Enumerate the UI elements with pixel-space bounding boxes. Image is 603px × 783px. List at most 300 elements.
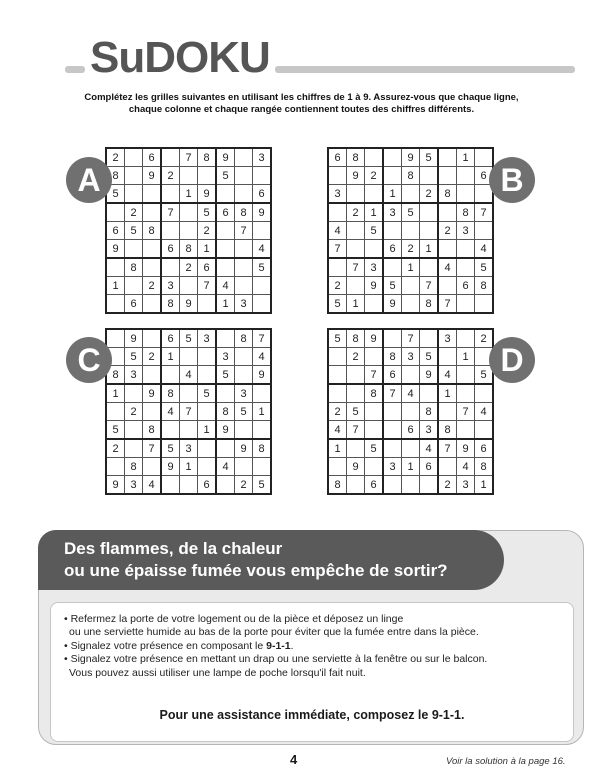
grid-cell[interactable] xyxy=(347,384,365,403)
grid-cell[interactable]: 9 xyxy=(457,439,475,458)
grid-cell[interactable] xyxy=(253,384,272,403)
grid-cell[interactable] xyxy=(198,167,217,185)
grid-cell[interactable] xyxy=(402,222,420,240)
grid-cell[interactable] xyxy=(216,222,235,240)
grid-cell[interactable]: 6 xyxy=(106,222,125,240)
grid-cell[interactable] xyxy=(180,167,198,185)
grid-cell[interactable]: 5 xyxy=(125,348,143,366)
grid-cell[interactable] xyxy=(125,384,143,403)
grid-cell[interactable] xyxy=(328,384,347,403)
grid-cell[interactable]: 5 xyxy=(475,258,494,277)
grid-cell[interactable] xyxy=(365,348,384,366)
grid-cell[interactable] xyxy=(328,348,347,366)
grid-cell[interactable]: 7 xyxy=(328,240,347,259)
grid-cell[interactable] xyxy=(180,476,198,495)
grid-cell[interactable]: 9 xyxy=(402,148,420,167)
grid-cell[interactable]: 6 xyxy=(161,240,180,259)
grid-cell[interactable] xyxy=(457,167,475,185)
grid-cell[interactable]: 5 xyxy=(347,403,365,421)
grid-cell[interactable]: 4 xyxy=(253,240,272,259)
grid-cell[interactable] xyxy=(420,203,439,222)
grid-cell[interactable]: 7 xyxy=(402,329,420,348)
grid-cell[interactable] xyxy=(180,421,198,440)
grid-cell[interactable] xyxy=(161,258,180,277)
grid-cell[interactable]: 1 xyxy=(198,240,217,259)
grid-cell[interactable]: 4 xyxy=(161,403,180,421)
grid-cell[interactable]: 9 xyxy=(347,167,365,185)
grid-cell[interactable] xyxy=(143,366,162,385)
grid-cell[interactable]: 1 xyxy=(347,295,365,314)
grid-cell[interactable] xyxy=(106,203,125,222)
grid-cell[interactable] xyxy=(365,421,384,440)
grid-cell[interactable] xyxy=(457,240,475,259)
grid-cell[interactable] xyxy=(420,222,439,240)
grid-cell[interactable] xyxy=(235,421,253,440)
grid-cell[interactable]: 1 xyxy=(180,458,198,476)
grid-cell[interactable]: 9 xyxy=(180,295,198,314)
grid-cell[interactable] xyxy=(125,439,143,458)
grid-cell[interactable]: 3 xyxy=(253,148,272,167)
grid-cell[interactable]: 9 xyxy=(125,329,143,348)
grid-cell[interactable]: 8 xyxy=(125,258,143,277)
grid-cell[interactable] xyxy=(216,185,235,204)
grid-cell[interactable]: 7 xyxy=(438,439,457,458)
grid-cell[interactable] xyxy=(347,222,365,240)
grid-cell[interactable] xyxy=(438,348,457,366)
grid-cell[interactable] xyxy=(161,222,180,240)
grid-cell[interactable] xyxy=(143,185,162,204)
grid-cell[interactable]: 5 xyxy=(420,348,439,366)
grid-cell[interactable] xyxy=(347,439,365,458)
grid-cell[interactable]: 9 xyxy=(198,185,217,204)
grid-cell[interactable]: 5 xyxy=(198,384,217,403)
grid-cell[interactable]: 6 xyxy=(420,458,439,476)
grid-cell[interactable] xyxy=(235,348,253,366)
grid-cell[interactable]: 9 xyxy=(106,476,125,495)
grid-cell[interactable] xyxy=(216,240,235,259)
grid-cell[interactable] xyxy=(125,421,143,440)
grid-cell[interactable]: 4 xyxy=(475,240,494,259)
grid-cell[interactable]: 1 xyxy=(457,348,475,366)
grid-cell[interactable]: 5 xyxy=(475,366,494,385)
grid-cell[interactable]: 2 xyxy=(180,258,198,277)
grid-cell[interactable]: 6 xyxy=(253,185,272,204)
grid-cell[interactable]: 8 xyxy=(253,439,272,458)
grid-cell[interactable] xyxy=(420,258,439,277)
grid-cell[interactable]: 1 xyxy=(253,403,272,421)
grid-cell[interactable]: 6 xyxy=(143,148,162,167)
grid-cell[interactable]: 1 xyxy=(420,240,439,259)
grid-cell[interactable] xyxy=(475,421,494,440)
grid-cell[interactable] xyxy=(347,277,365,295)
grid-cell[interactable]: 7 xyxy=(235,222,253,240)
grid-cell[interactable]: 8 xyxy=(198,148,217,167)
grid-cell[interactable] xyxy=(328,258,347,277)
grid-cell[interactable]: 4 xyxy=(180,366,198,385)
grid-cell[interactable]: 2 xyxy=(143,348,162,366)
grid-cell[interactable]: 7 xyxy=(365,366,384,385)
grid-cell[interactable]: 9 xyxy=(420,366,439,385)
grid-cell[interactable]: 7 xyxy=(253,329,272,348)
grid-cell[interactable] xyxy=(347,366,365,385)
grid-cell[interactable] xyxy=(475,148,494,167)
grid-cell[interactable]: 5 xyxy=(125,222,143,240)
grid-cell[interactable]: 3 xyxy=(383,458,402,476)
grid-cell[interactable] xyxy=(347,476,365,495)
grid-cell[interactable] xyxy=(347,185,365,204)
grid-cell[interactable]: 4 xyxy=(438,366,457,385)
grid-cell[interactable]: 4 xyxy=(402,384,420,403)
grid-cell[interactable] xyxy=(216,258,235,277)
grid-cell[interactable] xyxy=(402,277,420,295)
grid-cell[interactable] xyxy=(106,458,125,476)
grid-cell[interactable] xyxy=(457,329,475,348)
grid-cell[interactable]: 5 xyxy=(402,203,420,222)
grid-cell[interactable]: 1 xyxy=(475,476,494,495)
grid-cell[interactable] xyxy=(143,258,162,277)
grid-cell[interactable] xyxy=(438,167,457,185)
grid-cell[interactable]: 4 xyxy=(438,258,457,277)
grid-cell[interactable] xyxy=(106,403,125,421)
grid-cell[interactable]: 3 xyxy=(457,222,475,240)
grid-cell[interactable]: 8 xyxy=(143,421,162,440)
grid-cell[interactable] xyxy=(161,421,180,440)
grid-cell[interactable]: 3 xyxy=(365,258,384,277)
grid-cell[interactable] xyxy=(402,185,420,204)
grid-cell[interactable] xyxy=(365,185,384,204)
grid-cell[interactable] xyxy=(365,458,384,476)
grid-cell[interactable]: 1 xyxy=(365,203,384,222)
grid-cell[interactable]: 3 xyxy=(383,203,402,222)
grid-cell[interactable] xyxy=(180,277,198,295)
grid-cell[interactable] xyxy=(253,421,272,440)
grid-cell[interactable]: 5 xyxy=(216,366,235,385)
grid-cell[interactable] xyxy=(235,167,253,185)
grid-cell[interactable]: 8 xyxy=(216,403,235,421)
grid-cell[interactable]: 8 xyxy=(420,403,439,421)
grid-cell[interactable]: 3 xyxy=(161,277,180,295)
grid-cell[interactable] xyxy=(438,203,457,222)
grid-cell[interactable]: 3 xyxy=(457,476,475,495)
grid-cell[interactable] xyxy=(347,240,365,259)
grid-cell[interactable] xyxy=(438,240,457,259)
grid-cell[interactable]: 6 xyxy=(161,329,180,348)
grid-cell[interactable] xyxy=(328,203,347,222)
grid-cell[interactable]: 1 xyxy=(106,277,125,295)
grid-cell[interactable]: 8 xyxy=(347,148,365,167)
grid-cell[interactable] xyxy=(180,384,198,403)
grid-cell[interactable]: 7 xyxy=(180,148,198,167)
grid-cell[interactable] xyxy=(328,458,347,476)
grid-cell[interactable]: 2 xyxy=(347,203,365,222)
grid-cell[interactable]: 8 xyxy=(106,167,125,185)
grid-cell[interactable]: 9 xyxy=(347,458,365,476)
grid-cell[interactable]: 8 xyxy=(475,458,494,476)
grid-cell[interactable] xyxy=(235,240,253,259)
grid-cell[interactable] xyxy=(457,384,475,403)
grid-cell[interactable]: 5 xyxy=(216,167,235,185)
grid-cell[interactable]: 5 xyxy=(161,439,180,458)
grid-cell[interactable] xyxy=(457,258,475,277)
grid-cell[interactable] xyxy=(402,476,420,495)
grid-cell[interactable] xyxy=(365,148,384,167)
grid-cell[interactable]: 6 xyxy=(383,366,402,385)
grid-cell[interactable]: 8 xyxy=(180,240,198,259)
grid-cell[interactable]: 2 xyxy=(328,277,347,295)
grid-cell[interactable] xyxy=(216,476,235,495)
grid-cell[interactable]: 9 xyxy=(216,421,235,440)
grid-cell[interactable]: 8 xyxy=(457,203,475,222)
grid-cell[interactable]: 5 xyxy=(253,258,272,277)
grid-cell[interactable] xyxy=(383,439,402,458)
grid-cell[interactable]: 8 xyxy=(383,348,402,366)
grid-cell[interactable]: 9 xyxy=(106,240,125,259)
grid-cell[interactable]: 6 xyxy=(198,258,217,277)
grid-cell[interactable]: 2 xyxy=(347,348,365,366)
grid-cell[interactable]: 6 xyxy=(216,203,235,222)
grid-cell[interactable]: 6 xyxy=(383,240,402,259)
grid-cell[interactable]: 1 xyxy=(457,148,475,167)
grid-cell[interactable]: 1 xyxy=(328,439,347,458)
grid-cell[interactable]: 1 xyxy=(180,185,198,204)
grid-cell[interactable]: 3 xyxy=(420,421,439,440)
grid-cell[interactable] xyxy=(383,329,402,348)
grid-cell[interactable]: 5 xyxy=(106,421,125,440)
grid-cell[interactable]: 6 xyxy=(328,148,347,167)
grid-cell[interactable] xyxy=(198,439,217,458)
grid-cell[interactable]: 2 xyxy=(438,222,457,240)
grid-cell[interactable] xyxy=(328,167,347,185)
grid-cell[interactable] xyxy=(438,458,457,476)
grid-cell[interactable]: 8 xyxy=(475,277,494,295)
grid-cell[interactable]: 5 xyxy=(106,185,125,204)
grid-cell[interactable]: 2 xyxy=(475,329,494,348)
grid-cell[interactable]: 5 xyxy=(235,403,253,421)
grid-cell[interactable]: 9 xyxy=(253,203,272,222)
grid-cell[interactable]: 4 xyxy=(457,458,475,476)
grid-cell[interactable]: 2 xyxy=(125,203,143,222)
grid-cell[interactable]: 2 xyxy=(235,476,253,495)
grid-cell[interactable] xyxy=(161,148,180,167)
grid-cell[interactable] xyxy=(235,277,253,295)
grid-cell[interactable] xyxy=(125,185,143,204)
grid-cell[interactable] xyxy=(383,476,402,495)
grid-cell[interactable]: 8 xyxy=(328,476,347,495)
grid-cell[interactable]: 2 xyxy=(106,148,125,167)
grid-cell[interactable] xyxy=(457,366,475,385)
grid-cell[interactable] xyxy=(438,148,457,167)
grid-cell[interactable] xyxy=(106,258,125,277)
grid-cell[interactable]: 9 xyxy=(383,295,402,314)
grid-cell[interactable]: 6 xyxy=(402,421,420,440)
grid-cell[interactable]: 8 xyxy=(438,185,457,204)
grid-cell[interactable] xyxy=(457,421,475,440)
grid-cell[interactable] xyxy=(383,258,402,277)
grid-cell[interactable] xyxy=(180,348,198,366)
grid-cell[interactable] xyxy=(106,329,125,348)
grid-cell[interactable]: 9 xyxy=(143,167,162,185)
grid-cell[interactable]: 2 xyxy=(143,277,162,295)
grid-cell[interactable] xyxy=(383,421,402,440)
grid-cell[interactable] xyxy=(180,222,198,240)
grid-cell[interactable] xyxy=(143,240,162,259)
grid-cell[interactable]: 7 xyxy=(161,203,180,222)
grid-cell[interactable]: 9 xyxy=(253,366,272,385)
grid-cell[interactable]: 3 xyxy=(328,185,347,204)
grid-cell[interactable] xyxy=(365,295,384,314)
grid-cell[interactable]: 9 xyxy=(365,329,384,348)
grid-cell[interactable]: 9 xyxy=(161,458,180,476)
grid-cell[interactable]: 8 xyxy=(106,366,125,385)
grid-cell[interactable] xyxy=(457,295,475,314)
grid-cell[interactable]: 5 xyxy=(328,295,347,314)
grid-cell[interactable]: 7 xyxy=(347,421,365,440)
grid-cell[interactable]: 2 xyxy=(328,403,347,421)
grid-cell[interactable]: 9 xyxy=(235,439,253,458)
grid-cell[interactable] xyxy=(161,476,180,495)
grid-cell[interactable] xyxy=(180,203,198,222)
grid-cell[interactable] xyxy=(420,167,439,185)
grid-cell[interactable]: 8 xyxy=(420,295,439,314)
grid-cell[interactable] xyxy=(198,403,217,421)
grid-cell[interactable]: 8 xyxy=(143,222,162,240)
grid-cell[interactable] xyxy=(161,366,180,385)
grid-cell[interactable]: 3 xyxy=(235,384,253,403)
grid-cell[interactable]: 7 xyxy=(475,203,494,222)
grid-cell[interactable]: 5 xyxy=(420,148,439,167)
grid-cell[interactable] xyxy=(383,403,402,421)
grid-cell[interactable]: 5 xyxy=(328,329,347,348)
grid-cell[interactable] xyxy=(198,458,217,476)
grid-cell[interactable]: 5 xyxy=(365,222,384,240)
grid-cell[interactable]: 7 xyxy=(347,258,365,277)
grid-cell[interactable]: 6 xyxy=(457,277,475,295)
grid-cell[interactable]: 3 xyxy=(235,295,253,314)
grid-cell[interactable]: 1 xyxy=(383,185,402,204)
grid-cell[interactable]: 2 xyxy=(402,240,420,259)
grid-cell[interactable] xyxy=(198,366,217,385)
grid-cell[interactable] xyxy=(475,384,494,403)
grid-cell[interactable]: 8 xyxy=(235,329,253,348)
grid-cell[interactable] xyxy=(216,384,235,403)
grid-cell[interactable]: 3 xyxy=(438,329,457,348)
grid-cell[interactable]: 6 xyxy=(125,295,143,314)
grid-cell[interactable]: 1 xyxy=(402,458,420,476)
grid-cell[interactable]: 4 xyxy=(253,348,272,366)
grid-cell[interactable]: 9 xyxy=(365,277,384,295)
grid-cell[interactable]: 1 xyxy=(198,421,217,440)
grid-cell[interactable] xyxy=(383,222,402,240)
grid-cell[interactable] xyxy=(253,295,272,314)
grid-cell[interactable]: 5 xyxy=(253,476,272,495)
grid-cell[interactable]: 2 xyxy=(106,439,125,458)
grid-cell[interactable]: 4 xyxy=(328,421,347,440)
grid-cell[interactable] xyxy=(235,458,253,476)
grid-cell[interactable] xyxy=(235,258,253,277)
grid-cell[interactable]: 2 xyxy=(161,167,180,185)
grid-cell[interactable] xyxy=(383,148,402,167)
grid-cell[interactable]: 1 xyxy=(438,384,457,403)
grid-cell[interactable] xyxy=(475,222,494,240)
grid-cell[interactable]: 3 xyxy=(180,439,198,458)
grid-cell[interactable]: 7 xyxy=(383,384,402,403)
grid-cell[interactable]: 4 xyxy=(216,458,235,476)
grid-cell[interactable] xyxy=(365,240,384,259)
grid-cell[interactable] xyxy=(143,403,162,421)
grid-cell[interactable] xyxy=(402,403,420,421)
grid-cell[interactable] xyxy=(235,185,253,204)
grid-cell[interactable]: 8 xyxy=(347,329,365,348)
grid-cell[interactable] xyxy=(125,148,143,167)
grid-cell[interactable] xyxy=(235,148,253,167)
grid-cell[interactable]: 8 xyxy=(402,167,420,185)
grid-cell[interactable]: 3 xyxy=(216,348,235,366)
grid-cell[interactable]: 9 xyxy=(143,384,162,403)
grid-cell[interactable]: 8 xyxy=(161,384,180,403)
grid-cell[interactable]: 2 xyxy=(365,167,384,185)
grid-cell[interactable]: 2 xyxy=(198,222,217,240)
grid-cell[interactable] xyxy=(216,439,235,458)
grid-cell[interactable] xyxy=(143,329,162,348)
grid-cell[interactable]: 7 xyxy=(420,277,439,295)
grid-cell[interactable] xyxy=(198,348,217,366)
grid-cell[interactable]: 7 xyxy=(180,403,198,421)
grid-cell[interactable]: 7 xyxy=(438,295,457,314)
grid-cell[interactable]: 2 xyxy=(125,403,143,421)
grid-cell[interactable] xyxy=(106,295,125,314)
grid-cell[interactable] xyxy=(402,439,420,458)
grid-cell[interactable] xyxy=(475,295,494,314)
grid-cell[interactable] xyxy=(402,295,420,314)
grid-cell[interactable]: 6 xyxy=(198,476,217,495)
grid-cell[interactable] xyxy=(420,476,439,495)
grid-cell[interactable]: 6 xyxy=(475,439,494,458)
grid-cell[interactable] xyxy=(438,277,457,295)
grid-cell[interactable]: 3 xyxy=(402,348,420,366)
grid-cell[interactable] xyxy=(143,458,162,476)
grid-cell[interactable] xyxy=(328,366,347,385)
grid-cell[interactable] xyxy=(143,203,162,222)
grid-cell[interactable]: 7 xyxy=(457,403,475,421)
grid-cell[interactable]: 2 xyxy=(420,185,439,204)
grid-cell[interactable] xyxy=(253,277,272,295)
grid-cell[interactable]: 5 xyxy=(365,439,384,458)
grid-cell[interactable]: 8 xyxy=(365,384,384,403)
grid-cell[interactable] xyxy=(125,167,143,185)
grid-cell[interactable]: 4 xyxy=(143,476,162,495)
grid-cell[interactable] xyxy=(125,277,143,295)
grid-cell[interactable]: 6 xyxy=(365,476,384,495)
grid-cell[interactable] xyxy=(420,384,439,403)
grid-cell[interactable]: 7 xyxy=(198,277,217,295)
grid-cell[interactable]: 4 xyxy=(420,439,439,458)
grid-cell[interactable]: 7 xyxy=(143,439,162,458)
grid-cell[interactable]: 1 xyxy=(402,258,420,277)
grid-cell[interactable] xyxy=(143,295,162,314)
grid-cell[interactable]: 1 xyxy=(216,295,235,314)
grid-cell[interactable] xyxy=(216,329,235,348)
grid-cell[interactable] xyxy=(457,185,475,204)
grid-cell[interactable] xyxy=(125,240,143,259)
grid-cell[interactable]: 4 xyxy=(475,403,494,421)
grid-cell[interactable]: 6 xyxy=(475,167,494,185)
grid-cell[interactable]: 3 xyxy=(125,476,143,495)
grid-cell[interactable] xyxy=(253,222,272,240)
grid-cell[interactable]: 4 xyxy=(216,277,235,295)
grid-cell[interactable]: 1 xyxy=(161,348,180,366)
grid-cell[interactable] xyxy=(420,329,439,348)
grid-cell[interactable]: 8 xyxy=(161,295,180,314)
